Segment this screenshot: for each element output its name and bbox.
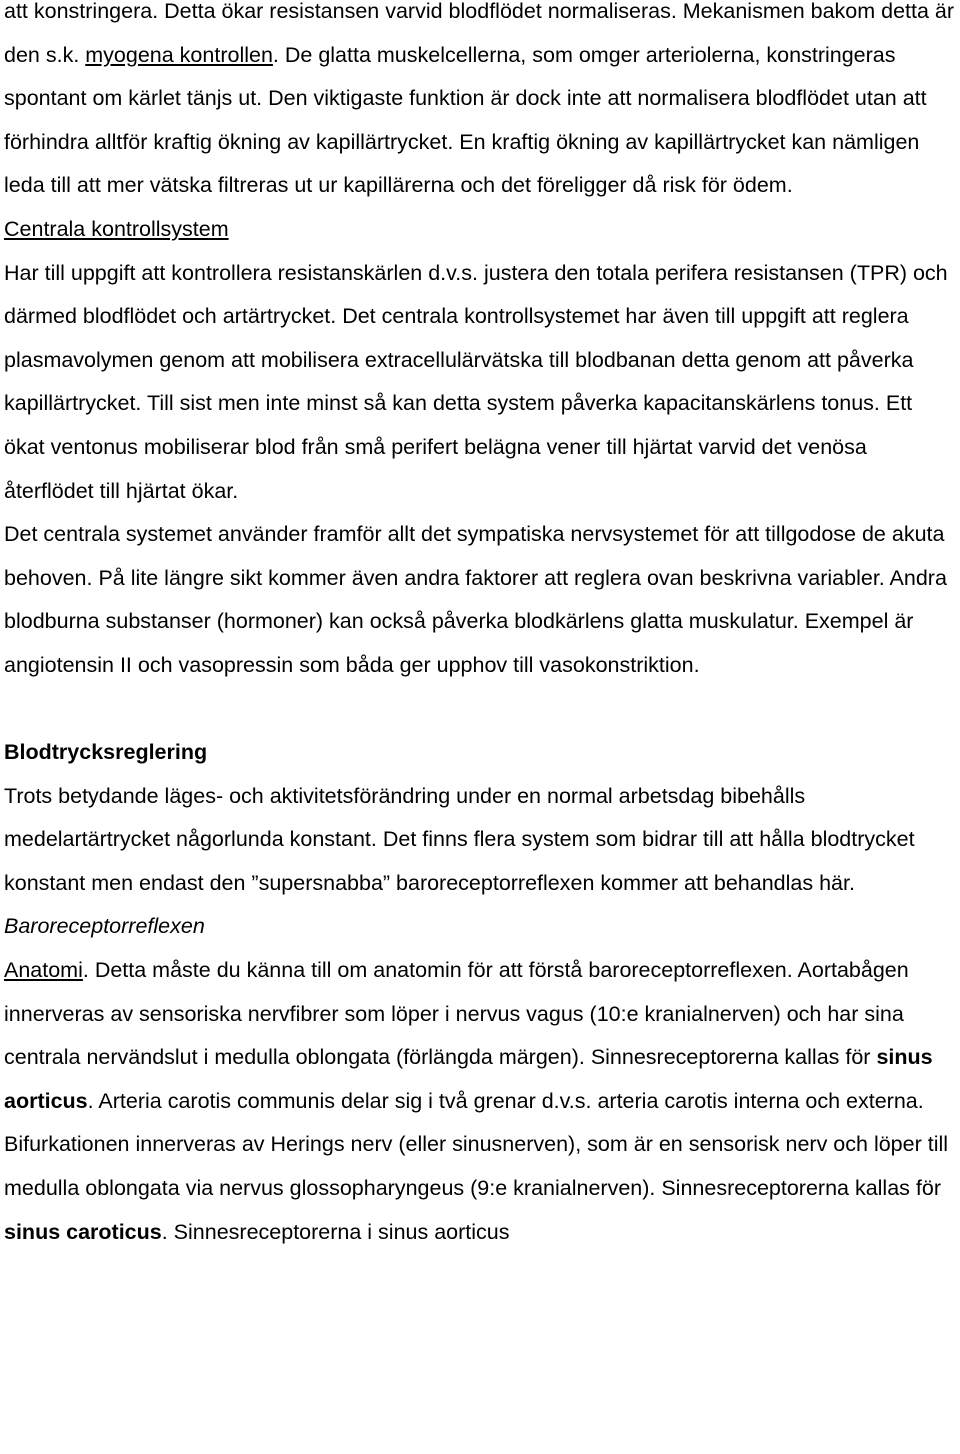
text-segment: att konstringera. Detta ökar resistansen varvid blodflödet normaliseras. Mekanismen bakom detta är den s.k.: [4, 0, 955, 67]
text-segment: . De glatta muskelcellerna, som omger arteriolerna, konstringeras spontant om kärlet tänjs ut. Den viktigaste funktion är dock inte att normalisera blodflödet utan att förhindra alltför kraftig ökning av kapillärtrycket. En kraftig ökning av kapillärtrycket kan nämligen leda till att mer vätska filtreras ut ur kapillärerna och det föreligger då risk för ödem.: [4, 42, 927, 198]
section-spacer: [4, 688, 956, 732]
text-segment: . Arteria carotis communis delar sig i två grenar d.v.s. arteria carotis interna och externa. Bifurkationen innerveras av Herings nerv (eller sinusnerven), som är en sensorisk nerv och löper till medulla oblongata via nervus glossopharyngeus (9:e kranialnerven). Sinnesreceptorerna kallas för: [4, 1088, 949, 1201]
link-myogena-kontrollen[interactable]: myogena kontrollen: [85, 42, 273, 67]
paragraph-myogenic-control: [4, 0, 956, 208]
heading-blodtrycksreglering: Blodtrycksreglering: [4, 740, 208, 765]
term-sinus-aorticus: sinus aorticus: [4, 1045, 933, 1113]
text-segment: . Sinnesreceptorerna i sinus aorticus: [161, 1219, 510, 1244]
link-anatomi[interactable]: Anatomi: [4, 958, 83, 983]
paragraph-sympathetic: Det centrala systemet använder framför allt det sympatiska nervsystemet för att tillgodose de akuta behoven. På lite längre sikt kommer även andra faktorer att reglera ovan beskrivna variabler. Andra blodburna substanser (hormoner) kan också påverka blodkärlens glatta muskulatur. Exempel är angiotensin II och vasopressin som båda ger upphov till vasokonstriktion.: [4, 522, 947, 677]
paragraph-anatomy: [4, 949, 956, 1254]
text-segment: . Detta måste du känna till om anatomin för att förstå baroreceptorreflexen. Aortabågen innerveras av sensoriska nervfibrer som löper i nervus vagus (10:e kranialnerven) och har sina centrala nervändslut i medulla oblongata (förlängda märgen). Sinnesreceptorerna kallas för: [4, 958, 909, 1070]
paragraph-blood-pressure: Trots betydande läges- och aktivitetsförändring under en normal arbetsdag bibehålls medelartärtrycket någorlunda konstant. Det finns flera system som bidrar till att hålla blodtrycket konstant men endast den ”supersnabba” baroreceptorreflexen kommer att behandlas här.: [4, 783, 915, 895]
heading-centrala-kontrollsystem: Centrala kontrollsystem: [4, 216, 229, 241]
heading-baroreceptorreflexen: Baroreceptorreflexen: [4, 914, 205, 939]
paragraph-central-control: Har till uppgift att kontrollera resistanskärlen d.v.s. justera den totala perifera resistansen (TPR) och därmed blodflödet och artärtrycket. Det centrala kontrollsystemet har även till uppgift att reglera plasmavolymen genom att mobilisera extracellulärvätska till blodbanan detta genom att påverka kapillärtrycket. Till sist men inte minst så kan detta system påverka kapacitanskärlens tonus. Ett ökat ventonus mobiliserar blod från små perifert belägna vener till hjärtat varvid det venösa återflödet till hjärtat ökar.: [4, 260, 948, 503]
term-sinus-caroticus: sinus caroticus: [4, 1219, 162, 1244]
